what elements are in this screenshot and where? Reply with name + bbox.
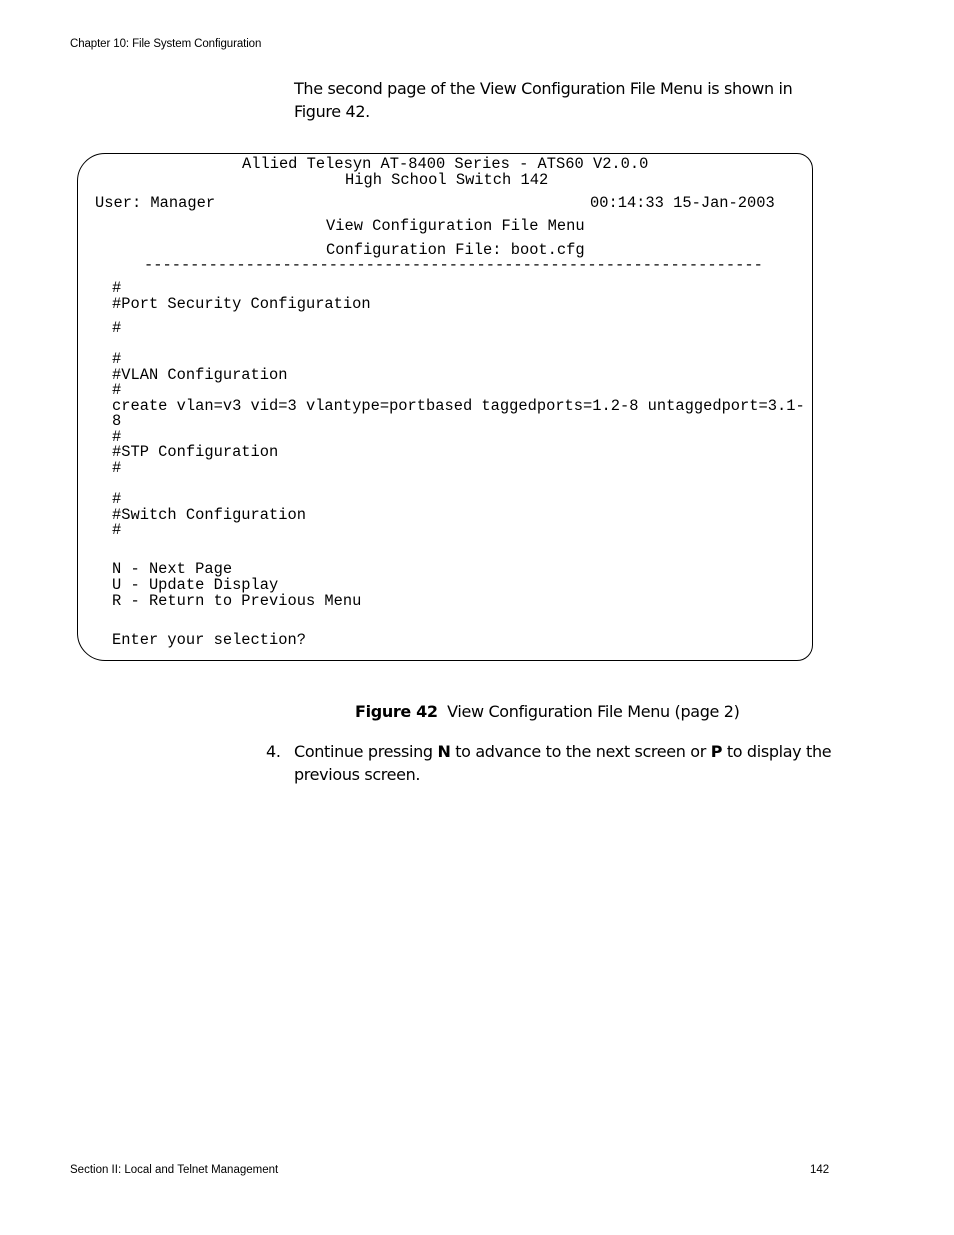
terminal-config-file: Configuration File: boot.cfg bbox=[326, 241, 585, 259]
config-line: # bbox=[112, 279, 122, 297]
config-line: #STP Configuration bbox=[112, 443, 279, 461]
terminal-title-line2: High School Switch 142 bbox=[345, 171, 549, 189]
config-line: #Port Security Configuration bbox=[112, 295, 371, 313]
footer-section: Section II: Local and Telnet Management bbox=[70, 1164, 279, 1176]
figure-caption-text: View Configuration File Menu (page 2) bbox=[447, 702, 740, 721]
menu-option-update-display: U - Update Display bbox=[112, 576, 279, 594]
figure-number: Figure 42 bbox=[355, 702, 438, 721]
terminal-title-line1: Allied Telesyn AT-8400 Series - ATS60 V2.0.0 bbox=[242, 155, 649, 173]
config-line: # bbox=[112, 381, 122, 399]
menu-option-next-page: N - Next Page bbox=[112, 560, 233, 578]
config-line: #VLAN Configuration bbox=[112, 366, 288, 384]
config-line: 8 bbox=[112, 412, 122, 430]
step-text-part: to advance to the next screen or bbox=[450, 742, 711, 761]
footer-page-number: 142 bbox=[810, 1164, 830, 1176]
menu-option-return: R - Return to Previous Menu bbox=[112, 592, 362, 610]
step-number: 4. bbox=[266, 742, 281, 761]
step-text bbox=[294, 741, 834, 786]
step-text-part: to display the previous screen. bbox=[294, 742, 832, 784]
config-line: # bbox=[112, 319, 122, 337]
terminal-menu-title: View Configuration File Menu bbox=[326, 217, 585, 235]
config-line: # bbox=[112, 490, 122, 508]
key-p: P bbox=[710, 742, 723, 761]
terminal-timestamp: 00:14:33 15-Jan-2003 bbox=[590, 194, 775, 212]
terminal-prompt: Enter your selection? bbox=[112, 631, 306, 649]
config-line: # bbox=[112, 459, 122, 477]
config-line: # bbox=[112, 428, 122, 446]
config-line: # bbox=[112, 350, 122, 368]
intro-paragraph: The second page of the View Configuration File Menu is shown in Figure 42. bbox=[294, 79, 793, 121]
key-n: N bbox=[437, 742, 451, 761]
figure-caption bbox=[355, 702, 739, 721]
config-line: #Switch Configuration bbox=[112, 506, 306, 524]
terminal-separator: ------------------------------------------------------------------- bbox=[144, 256, 763, 274]
step-text-part: Continue pressing bbox=[294, 742, 438, 761]
running-header-chapter: Chapter 10: File System Configuration bbox=[70, 38, 262, 50]
config-line: create vlan=v3 vid=3 vlantype=portbased taggedports=1.2-8 untaggedport=3.1- bbox=[112, 397, 805, 415]
terminal-user: User: Manager bbox=[95, 194, 216, 212]
config-line: # bbox=[112, 521, 122, 539]
